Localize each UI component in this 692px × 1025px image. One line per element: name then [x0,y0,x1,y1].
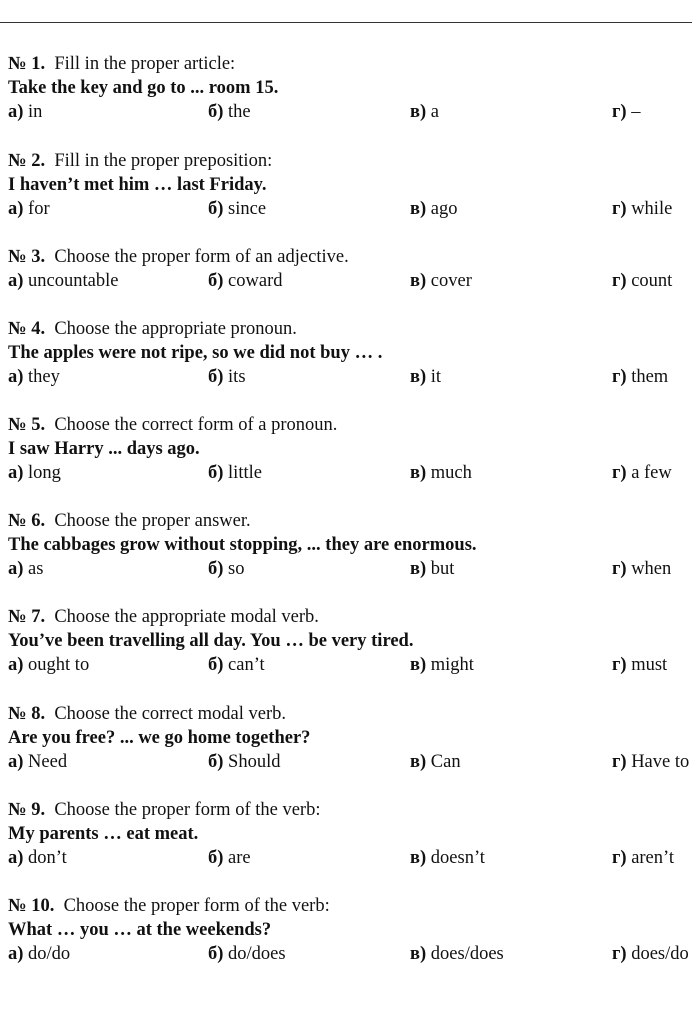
option-text: coward [228,271,283,291]
question-instruction: Fill in the proper article: [54,54,236,74]
option-text: Have to [631,752,690,772]
option-b[interactable] [208,365,246,389]
option-text: must [631,655,668,675]
option-text: Can [430,752,461,772]
option-letter: б) [208,199,224,219]
question-sentence: The cabbages grow without stopping, ... they are enormous. [8,535,477,555]
option-letter: г) [612,559,627,579]
question-instruction: Choose the appropriate pronoun. [54,319,297,339]
option-letter: в) [410,367,427,387]
question-instruction: Choose the proper form of the verb: [63,896,330,916]
question-number: № 4. [8,319,46,339]
option-letter: б) [208,559,224,579]
option-letter: б) [208,848,224,868]
question-instruction: Choose the correct modal verb. [54,704,287,724]
question-instruction: Choose the correct form of a pronoun. [54,415,338,435]
option-text: does/does [430,944,504,964]
question-instruction: Choose the proper form of an adjective. [54,247,349,267]
option-letter: г) [612,655,627,675]
question-heading [8,605,319,629]
option-letter: а) [8,102,24,122]
option-text: might [430,655,474,675]
option-c[interactable] [410,846,485,870]
question-number: № 2. [8,151,46,171]
option-d[interactable] [612,557,671,581]
option-letter: в) [410,848,427,868]
option-d[interactable] [612,100,640,124]
option-text: don’t [28,848,67,868]
option-letter: а) [8,199,24,219]
option-a[interactable] [8,269,118,293]
option-b[interactable] [208,269,283,293]
option-letter: г) [612,271,627,291]
option-b[interactable] [208,750,280,774]
option-text: its [228,367,246,387]
option-letter: а) [8,944,24,964]
option-text: in [28,102,43,122]
option-b[interactable] [208,653,265,677]
option-letter: г) [612,944,627,964]
option-c[interactable] [410,269,472,293]
option-letter: б) [208,752,224,772]
option-c[interactable] [410,557,454,581]
option-text: much [430,463,472,483]
option-letter: г) [612,848,627,868]
question-sentence: What … you … at the weekends? [8,920,272,940]
option-c[interactable] [410,461,472,485]
option-text: cover [430,271,472,291]
option-a[interactable] [8,942,70,966]
option-d[interactable] [612,846,674,870]
option-text: little [228,463,262,483]
option-letter: в) [410,463,427,483]
question-6 [0,509,692,597]
question-number: № 1. [8,54,46,74]
top-divider [0,22,692,23]
option-letter: а) [8,848,24,868]
option-letter: г) [612,463,627,483]
question-instruction: Choose the appropriate modal verb. [54,607,319,627]
option-c[interactable] [410,942,504,966]
option-a[interactable] [8,365,60,389]
question-9 [0,798,692,886]
option-letter: а) [8,271,24,291]
option-letter: г) [612,752,627,772]
option-text: a [430,102,439,122]
question-8 [0,702,692,790]
question-10 [0,894,692,982]
option-text: long [28,463,61,483]
option-b[interactable] [208,197,266,221]
question-number: № 10. [8,896,55,916]
option-text: since [228,199,267,219]
question-5 [0,413,692,501]
option-a[interactable] [8,653,89,677]
question-sentence: I haven’t met him … last Friday. [8,175,267,195]
option-letter: а) [8,752,24,772]
option-letter: а) [8,559,24,579]
option-text: Need [28,752,68,772]
option-a[interactable] [8,846,67,870]
option-letter: в) [410,199,427,219]
option-text: ought to [28,655,90,675]
option-text: they [28,367,60,387]
question-heading [8,317,297,341]
option-text: do/does [228,944,286,964]
option-text: do/do [28,944,71,964]
question-heading [8,798,320,822]
question-sentence: The apples were not ripe, so we did not buy … . [8,343,383,363]
question-1 [0,52,692,140]
question-number: № 3. [8,247,46,267]
option-d[interactable] [612,750,689,774]
option-text: as [28,559,44,579]
option-a[interactable] [8,197,50,221]
option-letter: а) [8,367,24,387]
option-text: aren’t [631,848,674,868]
question-instruction: Choose the proper form of the verb: [54,800,321,820]
option-d[interactable] [612,942,689,966]
option-letter: в) [410,655,427,675]
question-instruction: Fill in the proper preposition: [54,151,273,171]
question-number: № 7. [8,607,46,627]
option-letter: в) [410,102,427,122]
option-b[interactable] [208,846,251,870]
option-c[interactable] [410,750,461,774]
option-text: a few [631,463,672,483]
option-text: for [28,199,50,219]
option-a[interactable] [8,557,43,581]
option-letter: б) [208,944,224,964]
option-text: it [430,367,442,387]
option-letter: в) [410,271,427,291]
option-text: Should [228,752,281,772]
option-letter: б) [208,271,224,291]
question-heading [8,894,330,918]
option-c[interactable] [410,197,458,221]
question-heading [8,245,349,269]
option-d[interactable] [612,269,672,293]
option-d[interactable] [612,197,672,221]
option-letter: б) [208,102,224,122]
question-sentence: My parents … eat meat. [8,824,199,844]
option-text: so [228,559,245,579]
option-b[interactable] [208,100,251,124]
option-c[interactable] [410,365,441,389]
question-sentence: I saw Harry ... days ago. [8,439,200,459]
option-text: them [631,367,669,387]
option-letter: а) [8,655,24,675]
question-sentence: Are you free? ... we go home together? [8,728,311,748]
option-a[interactable] [8,461,61,485]
option-letter: в) [410,944,427,964]
option-b[interactable] [208,557,245,581]
option-text: count [631,271,673,291]
option-text: uncountable [28,271,119,291]
option-c[interactable] [410,100,439,124]
option-letter: в) [410,752,427,772]
option-text: when [631,559,672,579]
question-heading [8,52,235,76]
question-7 [0,605,692,693]
question-heading [8,149,272,173]
option-text: the [228,102,251,122]
option-text: can’t [228,655,265,675]
option-d[interactable] [612,461,672,485]
option-letter: г) [612,102,627,122]
option-b[interactable] [208,461,262,485]
question-sentence: You’ve been travelling all day. You … be very tired. [8,631,414,651]
option-letter: а) [8,463,24,483]
option-letter: б) [208,367,224,387]
option-text: are [228,848,251,868]
question-number: № 9. [8,800,46,820]
question-heading [8,702,286,726]
question-4 [0,317,692,405]
question-instruction: Choose the proper answer. [54,511,251,531]
option-d[interactable] [612,365,668,389]
question-number: № 6. [8,511,46,531]
option-text: doesn’t [430,848,485,868]
question-sentence: Take the key and go to ... room 15. [8,78,279,98]
option-c[interactable] [410,653,474,677]
option-text: does/do [631,944,689,964]
option-b[interactable] [208,942,286,966]
option-a[interactable] [8,750,67,774]
question-heading [8,413,337,437]
option-letter: г) [612,367,627,387]
question-2 [0,149,692,237]
option-text: while [631,199,673,219]
option-letter: г) [612,199,627,219]
option-text: ago [430,199,458,219]
option-letter: б) [208,655,224,675]
question-number: № 5. [8,415,46,435]
question-heading [8,509,251,533]
option-letter: б) [208,463,224,483]
option-text: – [631,102,641,122]
option-letter: в) [410,559,427,579]
option-d[interactable] [612,653,667,677]
option-text: but [430,559,455,579]
question-number: № 8. [8,704,46,724]
option-a[interactable] [8,100,42,124]
